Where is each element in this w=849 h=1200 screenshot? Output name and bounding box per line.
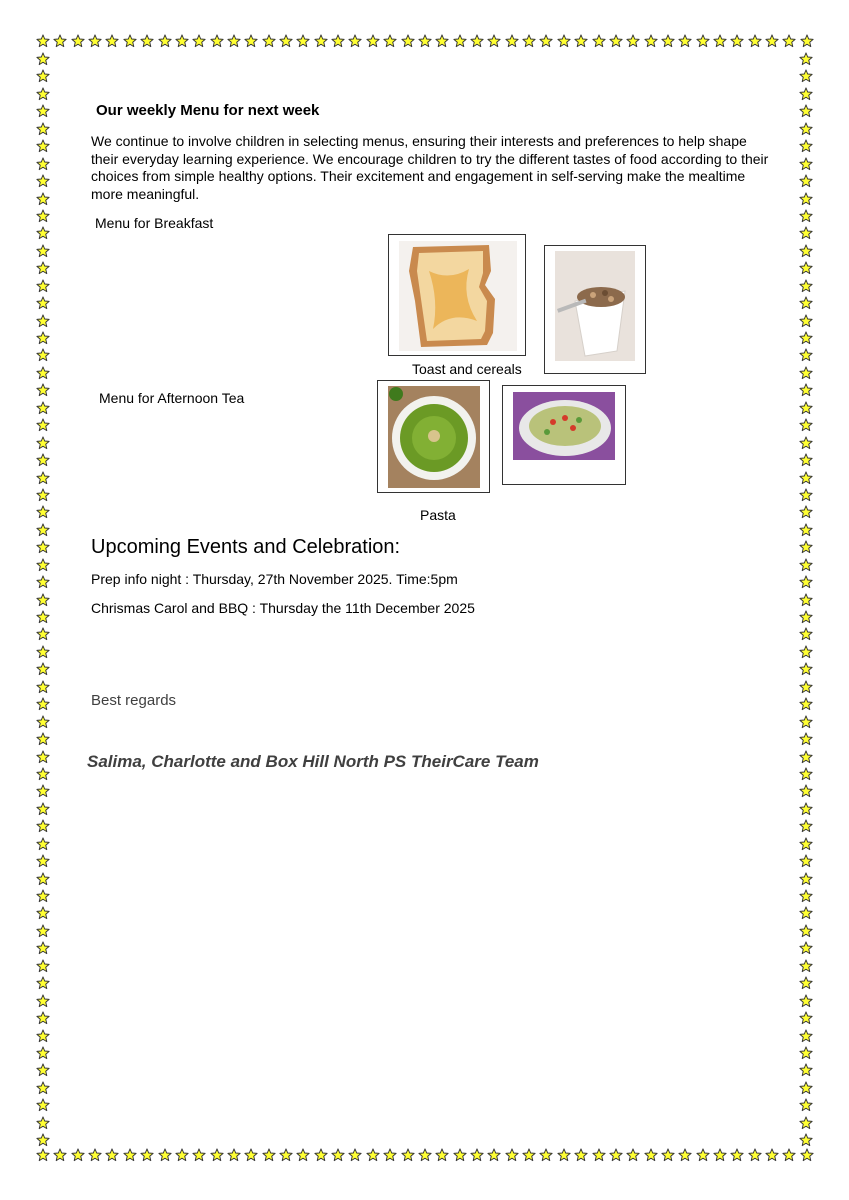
star-icon: [539, 34, 553, 48]
star-icon: [799, 994, 813, 1008]
star-icon: [661, 1148, 675, 1162]
star-icon: [36, 732, 50, 746]
star-icon: [765, 1148, 779, 1162]
star-icon: [799, 69, 813, 83]
afternoon-tea-label: Menu for Afternoon Tea: [99, 390, 245, 406]
star-icon: [36, 802, 50, 816]
afternoon-caption: Pasta: [420, 507, 456, 523]
events-heading: Upcoming Events and Celebration:: [91, 536, 401, 558]
star-icon: [36, 471, 50, 485]
star-icon: [799, 750, 813, 764]
star-icon: [36, 1046, 50, 1060]
star-icon: [71, 1148, 85, 1162]
star-icon: [401, 1148, 415, 1162]
signature: Salima, Charlotte and Box Hill North PS TheirCare Team: [87, 752, 539, 771]
star-icon: [730, 34, 744, 48]
star-icon: [470, 34, 484, 48]
star-icon: [799, 52, 813, 66]
star-icon: [557, 34, 571, 48]
star-icon: [210, 34, 224, 48]
breakfast-caption: Toast and cereals: [412, 361, 522, 377]
star-icon: [799, 784, 813, 798]
star-icon: [36, 593, 50, 607]
star-icon: [36, 680, 50, 694]
star-icon: [799, 174, 813, 188]
star-icon: [366, 34, 380, 48]
breakfast-label: Menu for Breakfast: [95, 215, 214, 231]
star-icon: [470, 1148, 484, 1162]
star-icon: [36, 889, 50, 903]
star-icon: [748, 34, 762, 48]
star-icon: [453, 1148, 467, 1162]
star-icon: [799, 1081, 813, 1095]
star-icon: [105, 1148, 119, 1162]
star-icon: [36, 366, 50, 380]
star-icon: [383, 1148, 397, 1162]
star-icon: [799, 261, 813, 275]
menu-intro-paragraph: We continue to involve children in selecting menus, ensuring their interests and preferences to help shape their everyday learning experience. We encourage children to try the different tastes of food according to their choices from simple healthy options. Their excitement and engagement in self-serving make the mealtime more meaningful.: [91, 133, 769, 202]
star-icon: [644, 1148, 658, 1162]
cereal-photo: [544, 245, 646, 374]
star-icon: [36, 348, 50, 362]
star-icon: [123, 34, 137, 48]
star-icon: [799, 906, 813, 920]
star-icon: [36, 505, 50, 519]
star-icon: [36, 854, 50, 868]
star-icon: [36, 1029, 50, 1043]
star-icon: [36, 994, 50, 1008]
star-icon: [799, 157, 813, 171]
star-icon: [262, 34, 276, 48]
star-icon: [799, 872, 813, 886]
pasta-photo: [502, 385, 626, 485]
star-icon: [799, 192, 813, 206]
star-icon: [140, 34, 154, 48]
star-icon: [799, 331, 813, 345]
star-icon: [799, 87, 813, 101]
star-icon: [730, 1148, 744, 1162]
star-icon: [36, 645, 50, 659]
star-icon: [296, 1148, 310, 1162]
star-icon: [678, 1148, 692, 1162]
star-icon: [244, 1148, 258, 1162]
star-icon: [799, 819, 813, 833]
star-icon: [799, 854, 813, 868]
star-icon: [661, 34, 675, 48]
star-icon: [418, 1148, 432, 1162]
star-icon: [799, 610, 813, 624]
star-border-top: [36, 34, 814, 50]
star-icon: [799, 662, 813, 676]
star-icon: [36, 837, 50, 851]
star-icon: [782, 34, 796, 48]
star-icon: [799, 296, 813, 310]
star-icon: [36, 1063, 50, 1077]
star-icon: [36, 104, 50, 118]
star-icon: [36, 401, 50, 415]
star-icon: [800, 1148, 814, 1162]
star-icon: [36, 941, 50, 955]
star-icon: [36, 662, 50, 676]
star-icon: [36, 453, 50, 467]
star-icon: [505, 34, 519, 48]
star-icon: [36, 872, 50, 886]
star-border-right: [799, 52, 815, 1148]
star-icon: [799, 627, 813, 641]
star-icon: [383, 34, 397, 48]
star-icon: [227, 1148, 241, 1162]
star-icon: [123, 1148, 137, 1162]
star-icon: [175, 1148, 189, 1162]
star-icon: [799, 645, 813, 659]
star-icon: [748, 1148, 762, 1162]
star-icon: [522, 34, 536, 48]
star-border-bottom: [36, 1148, 814, 1164]
star-icon: [331, 34, 345, 48]
star-icon: [539, 1148, 553, 1162]
star-icon: [418, 34, 432, 48]
star-icon: [36, 1081, 50, 1095]
star-icon: [799, 558, 813, 572]
star-icon: [626, 1148, 640, 1162]
star-icon: [557, 1148, 571, 1162]
star-icon: [53, 1148, 67, 1162]
star-icon: [592, 34, 606, 48]
star-icon: [799, 314, 813, 328]
star-icon: [36, 261, 50, 275]
star-icon: [36, 174, 50, 188]
star-icon: [279, 1148, 293, 1162]
star-icon: [36, 976, 50, 990]
star-icon: [765, 34, 779, 48]
star-icon: [36, 575, 50, 589]
star-icon: [36, 819, 50, 833]
star-icon: [799, 226, 813, 240]
star-icon: [36, 418, 50, 432]
star-icon: [36, 523, 50, 537]
star-icon: [799, 104, 813, 118]
menu-heading: Our weekly Menu for next week: [96, 102, 320, 119]
star-icon: [799, 279, 813, 293]
star-icon: [799, 488, 813, 502]
star-border-left: [36, 52, 52, 1148]
star-icon: [36, 767, 50, 781]
star-icon: [609, 34, 623, 48]
star-icon: [799, 436, 813, 450]
star-icon: [626, 34, 640, 48]
star-icon: [678, 34, 692, 48]
star-icon: [36, 87, 50, 101]
star-icon: [244, 34, 258, 48]
star-icon: [36, 209, 50, 223]
star-icon: [799, 348, 813, 362]
star-icon: [36, 784, 50, 798]
star-icon: [36, 34, 50, 48]
star-icon: [799, 122, 813, 136]
star-icon: [36, 69, 50, 83]
star-icon: [799, 593, 813, 607]
star-icon: [522, 1148, 536, 1162]
star-icon: [799, 767, 813, 781]
star-icon: [36, 314, 50, 328]
star-icon: [799, 697, 813, 711]
star-icon: [314, 34, 328, 48]
star-icon: [36, 296, 50, 310]
star-icon: [36, 540, 50, 554]
star-icon: [36, 488, 50, 502]
star-icon: [158, 1148, 172, 1162]
star-icon: [36, 1133, 50, 1147]
star-icon: [36, 1116, 50, 1130]
star-icon: [453, 34, 467, 48]
star-icon: [36, 157, 50, 171]
star-icon: [799, 418, 813, 432]
star-icon: [799, 732, 813, 746]
star-icon: [331, 1148, 345, 1162]
star-icon: [36, 226, 50, 240]
star-icon: [799, 471, 813, 485]
star-icon: [36, 959, 50, 973]
star-icon: [609, 1148, 623, 1162]
star-icon: [36, 1011, 50, 1025]
star-icon: [574, 1148, 588, 1162]
star-icon: [36, 122, 50, 136]
star-icon: [175, 34, 189, 48]
star-icon: [36, 627, 50, 641]
star-icon: [799, 453, 813, 467]
star-icon: [644, 34, 658, 48]
star-icon: [296, 34, 310, 48]
star-icon: [799, 802, 813, 816]
event-item: Chrismas Carol and BBQ : Thursday the 11th December 2025: [91, 600, 475, 616]
star-icon: [696, 1148, 710, 1162]
star-icon: [105, 34, 119, 48]
star-icon: [799, 959, 813, 973]
star-icon: [799, 715, 813, 729]
closing-regards: Best regards: [91, 692, 177, 709]
star-icon: [696, 34, 710, 48]
star-icon: [227, 34, 241, 48]
star-icon: [36, 139, 50, 153]
star-icon: [36, 52, 50, 66]
star-icon: [487, 1148, 501, 1162]
star-icon: [799, 505, 813, 519]
star-icon: [799, 1046, 813, 1060]
star-icon: [592, 1148, 606, 1162]
star-icon: [799, 575, 813, 589]
star-icon: [799, 1063, 813, 1077]
star-icon: [210, 1148, 224, 1162]
star-icon: [262, 1148, 276, 1162]
star-icon: [799, 976, 813, 990]
star-icon: [799, 401, 813, 415]
star-icon: [36, 715, 50, 729]
star-icon: [799, 1029, 813, 1043]
star-icon: [799, 837, 813, 851]
star-icon: [713, 34, 727, 48]
star-icon: [140, 1148, 154, 1162]
star-icon: [799, 941, 813, 955]
star-icon: [799, 523, 813, 537]
star-icon: [799, 244, 813, 258]
star-icon: [799, 1098, 813, 1112]
star-icon: [799, 366, 813, 380]
star-icon: [36, 697, 50, 711]
event-item: Prep info night : Thursday, 27th November 2025. Time:5pm: [91, 571, 458, 587]
star-icon: [799, 1116, 813, 1130]
star-icon: [36, 244, 50, 258]
star-icon: [487, 34, 501, 48]
star-icon: [36, 750, 50, 764]
star-icon: [799, 924, 813, 938]
star-icon: [401, 34, 415, 48]
star-icon: [348, 1148, 362, 1162]
star-icon: [36, 1148, 50, 1162]
star-icon: [36, 331, 50, 345]
star-icon: [88, 1148, 102, 1162]
star-icon: [88, 34, 102, 48]
star-icon: [799, 1133, 813, 1147]
star-icon: [348, 34, 362, 48]
star-icon: [36, 1098, 50, 1112]
star-icon: [36, 924, 50, 938]
star-icon: [799, 1011, 813, 1025]
star-icon: [71, 34, 85, 48]
star-icon: [713, 1148, 727, 1162]
pesto-photo: [377, 380, 490, 493]
star-icon: [782, 1148, 796, 1162]
star-icon: [799, 209, 813, 223]
star-icon: [158, 34, 172, 48]
star-icon: [36, 192, 50, 206]
star-icon: [36, 279, 50, 293]
star-icon: [799, 139, 813, 153]
star-icon: [192, 1148, 206, 1162]
star-icon: [36, 383, 50, 397]
star-icon: [505, 1148, 519, 1162]
star-icon: [366, 1148, 380, 1162]
star-icon: [799, 680, 813, 694]
toast-photo: [388, 234, 526, 356]
star-icon: [574, 34, 588, 48]
star-icon: [799, 889, 813, 903]
star-icon: [36, 906, 50, 920]
star-icon: [36, 558, 50, 572]
star-icon: [799, 383, 813, 397]
star-icon: [36, 610, 50, 624]
star-icon: [800, 34, 814, 48]
star-icon: [435, 1148, 449, 1162]
star-icon: [192, 34, 206, 48]
star-icon: [279, 34, 293, 48]
star-icon: [36, 436, 50, 450]
star-icon: [435, 34, 449, 48]
star-icon: [53, 34, 67, 48]
star-icon: [799, 540, 813, 554]
star-icon: [314, 1148, 328, 1162]
